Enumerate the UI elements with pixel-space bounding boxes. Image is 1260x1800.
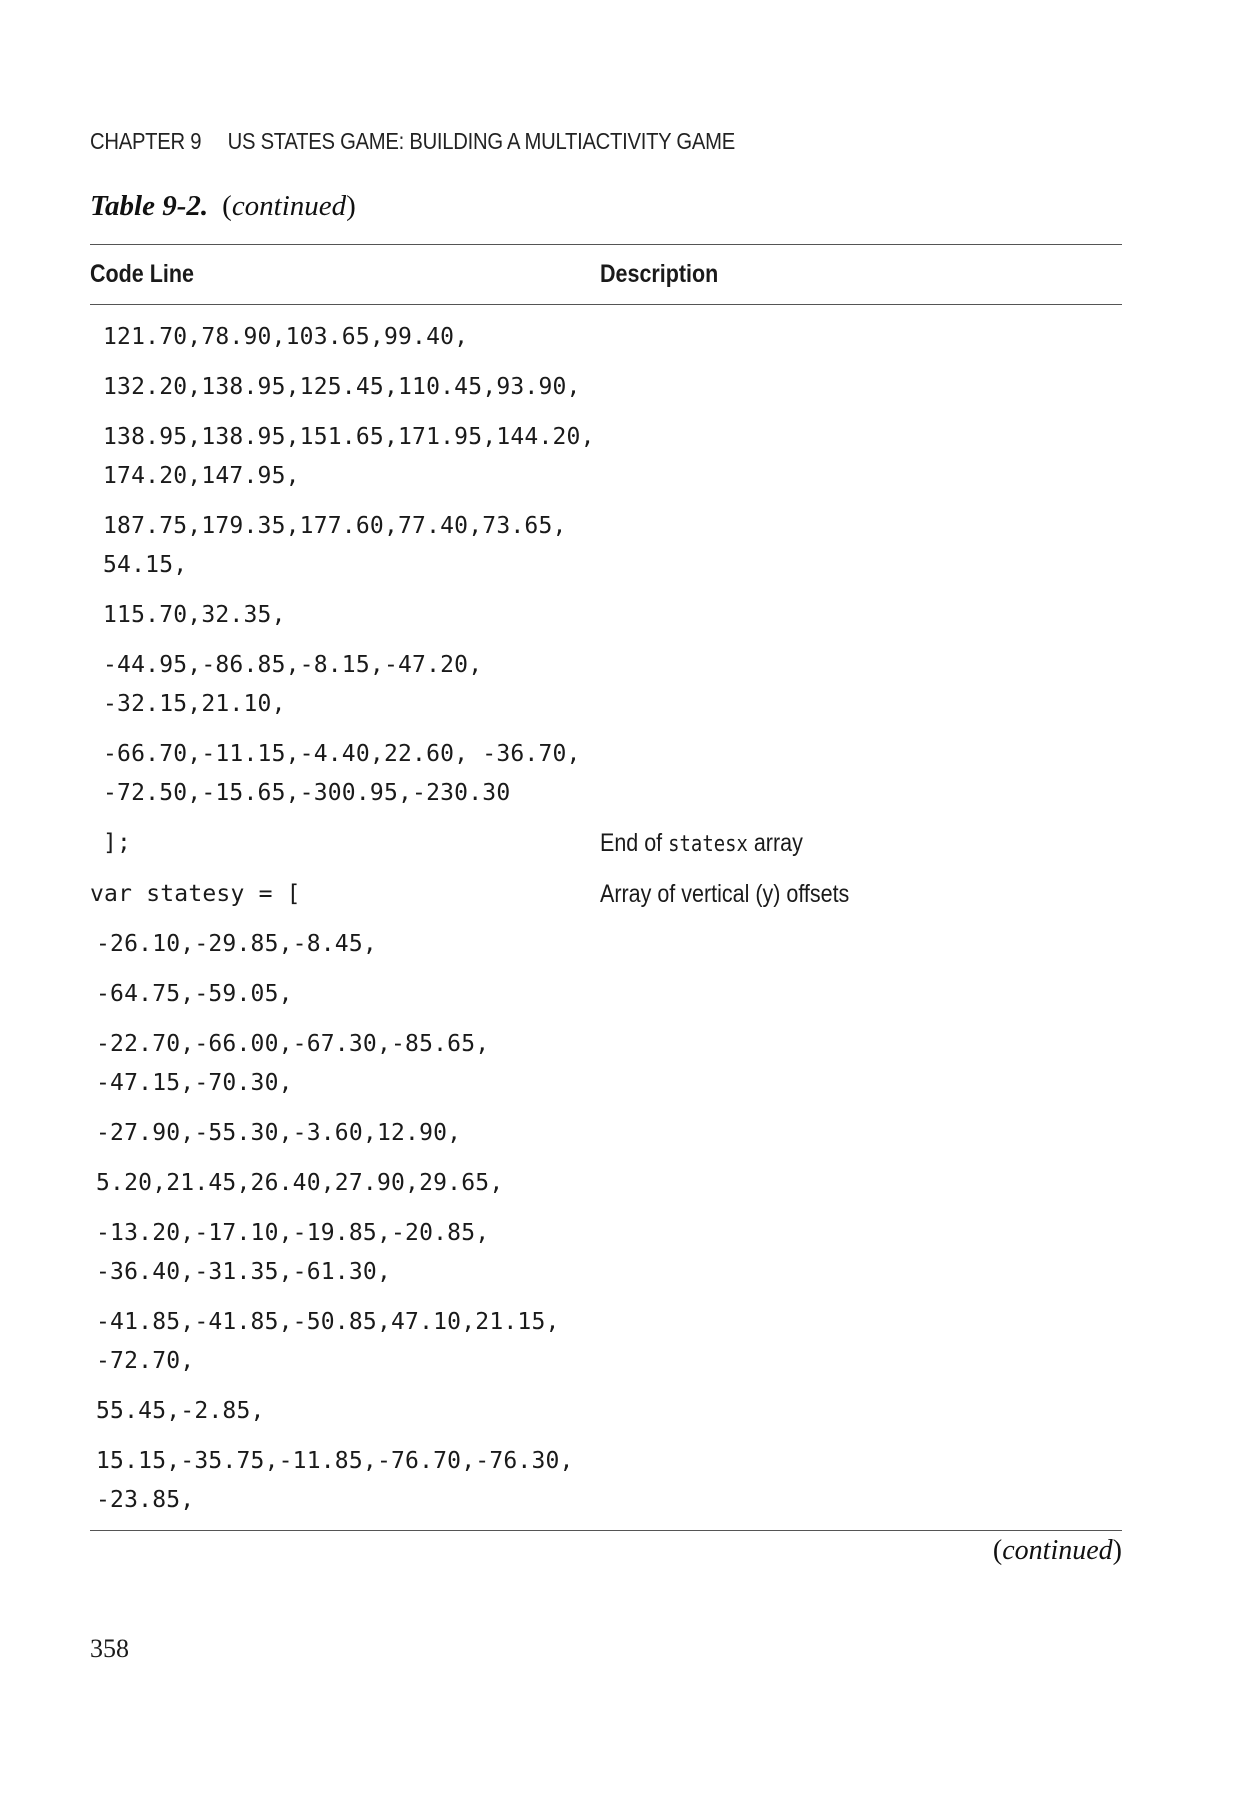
- description-cell: [600, 596, 1122, 635]
- table-row: [90, 1025, 1122, 1103]
- description-cell: [600, 646, 1122, 685]
- code-line: -64.75,-59.05,: [96, 981, 293, 1007]
- description-cell: [600, 1164, 1122, 1203]
- code-line: 115.70,32.35,: [103, 602, 286, 628]
- code-line: -13.20,-17.10,-19.85,-20.85, -36.40,-31.35,-61.30,: [96, 1220, 490, 1285]
- chapter-number: CHAPTER 9: [90, 128, 202, 154]
- code-line: -22.70,-66.00,-67.30,-85.65, -47.15,-70.30,: [96, 1031, 490, 1096]
- description-cell: [600, 1114, 1122, 1153]
- table-row: [90, 418, 1122, 496]
- chapter-title: US STATES GAME: BUILDING A MULTIACTIVITY GAME: [227, 128, 735, 154]
- table-row: [90, 318, 1122, 357]
- code-line: -26.10,-29.85,-8.45,: [96, 931, 377, 957]
- table-top-rule: [90, 244, 1122, 245]
- table-body: [90, 318, 1122, 1531]
- table-continued-label: (continued): [222, 190, 356, 222]
- code-line: -66.70,-11.15,-4.40,22.60, -36.70, -72.50,-15.65,-300.95,-230.30: [103, 741, 581, 806]
- column-header-description: Description: [600, 260, 719, 288]
- code-line: 121.70,78.90,103.65,99.40,: [103, 324, 469, 350]
- description-cell: [600, 1214, 1122, 1253]
- description-cell: [600, 1442, 1122, 1481]
- code-line: 15.15,-35.75,-11.85,-76.70,-76.30, -23.85,: [96, 1448, 574, 1513]
- table-row: [90, 1114, 1122, 1153]
- code-line: -41.85,-41.85,-50.85,47.10,21.15, -72.70,: [96, 1309, 560, 1374]
- table-row: [90, 1303, 1122, 1381]
- table-row: [90, 975, 1122, 1014]
- table-bottom-rule: [90, 1530, 1122, 1531]
- running-head: [90, 128, 735, 155]
- table-row: [90, 824, 1122, 864]
- table-row: [90, 368, 1122, 407]
- description-cell: [600, 507, 1122, 546]
- book-page: [90, 0, 1122, 1800]
- code-line: var statesy = [: [90, 881, 301, 907]
- table-caption: [90, 190, 356, 223]
- description-cell: [600, 318, 1122, 357]
- description-cell: Array of vertical (y) offsets: [600, 880, 850, 908]
- table-row: [90, 1214, 1122, 1292]
- table-row: [90, 507, 1122, 585]
- description-cell: [600, 975, 1122, 1014]
- code-line: 132.20,138.95,125.45,110.45,93.90,: [103, 374, 581, 400]
- continued-note: (continued): [992, 1535, 1122, 1566]
- code-line: -44.95,-86.85,-8.15,-47.20, -32.15,21.10,: [103, 652, 483, 717]
- description-cell: [600, 925, 1122, 964]
- description-cell: End of statesx array: [600, 829, 803, 857]
- code-line: 55.45,-2.85,: [96, 1398, 265, 1424]
- inline-code: statesx: [668, 832, 748, 857]
- column-header-code-line: Code Line: [90, 260, 194, 288]
- description-cell: [600, 1025, 1122, 1064]
- table-header-rule: [90, 304, 1122, 305]
- code-line: 5.20,21.45,26.40,27.90,29.65,: [96, 1170, 504, 1196]
- description-cell: [600, 368, 1122, 407]
- code-line: 187.75,179.35,177.60,77.40,73.65, 54.15,: [103, 513, 567, 578]
- code-line: -27.90,-55.30,-3.60,12.90,: [96, 1120, 462, 1146]
- code-line: 138.95,138.95,151.65,171.95,144.20, 174.20,147.95,: [103, 424, 595, 489]
- page-number: 358: [90, 1634, 129, 1663]
- table-row: [90, 1442, 1122, 1520]
- table-row: [90, 646, 1122, 724]
- table-row: [90, 735, 1122, 813]
- table-row: [90, 875, 1122, 914]
- description-cell: [600, 1303, 1122, 1342]
- code-line: ];: [103, 830, 132, 856]
- description-cell: [600, 1392, 1122, 1431]
- description-cell: [600, 735, 1122, 774]
- description-cell: [600, 418, 1122, 457]
- table-row: [90, 1392, 1122, 1431]
- table-row: [90, 1164, 1122, 1203]
- table-row: [90, 925, 1122, 964]
- table-number: Table 9-2.: [90, 190, 209, 222]
- table-row: [90, 596, 1122, 635]
